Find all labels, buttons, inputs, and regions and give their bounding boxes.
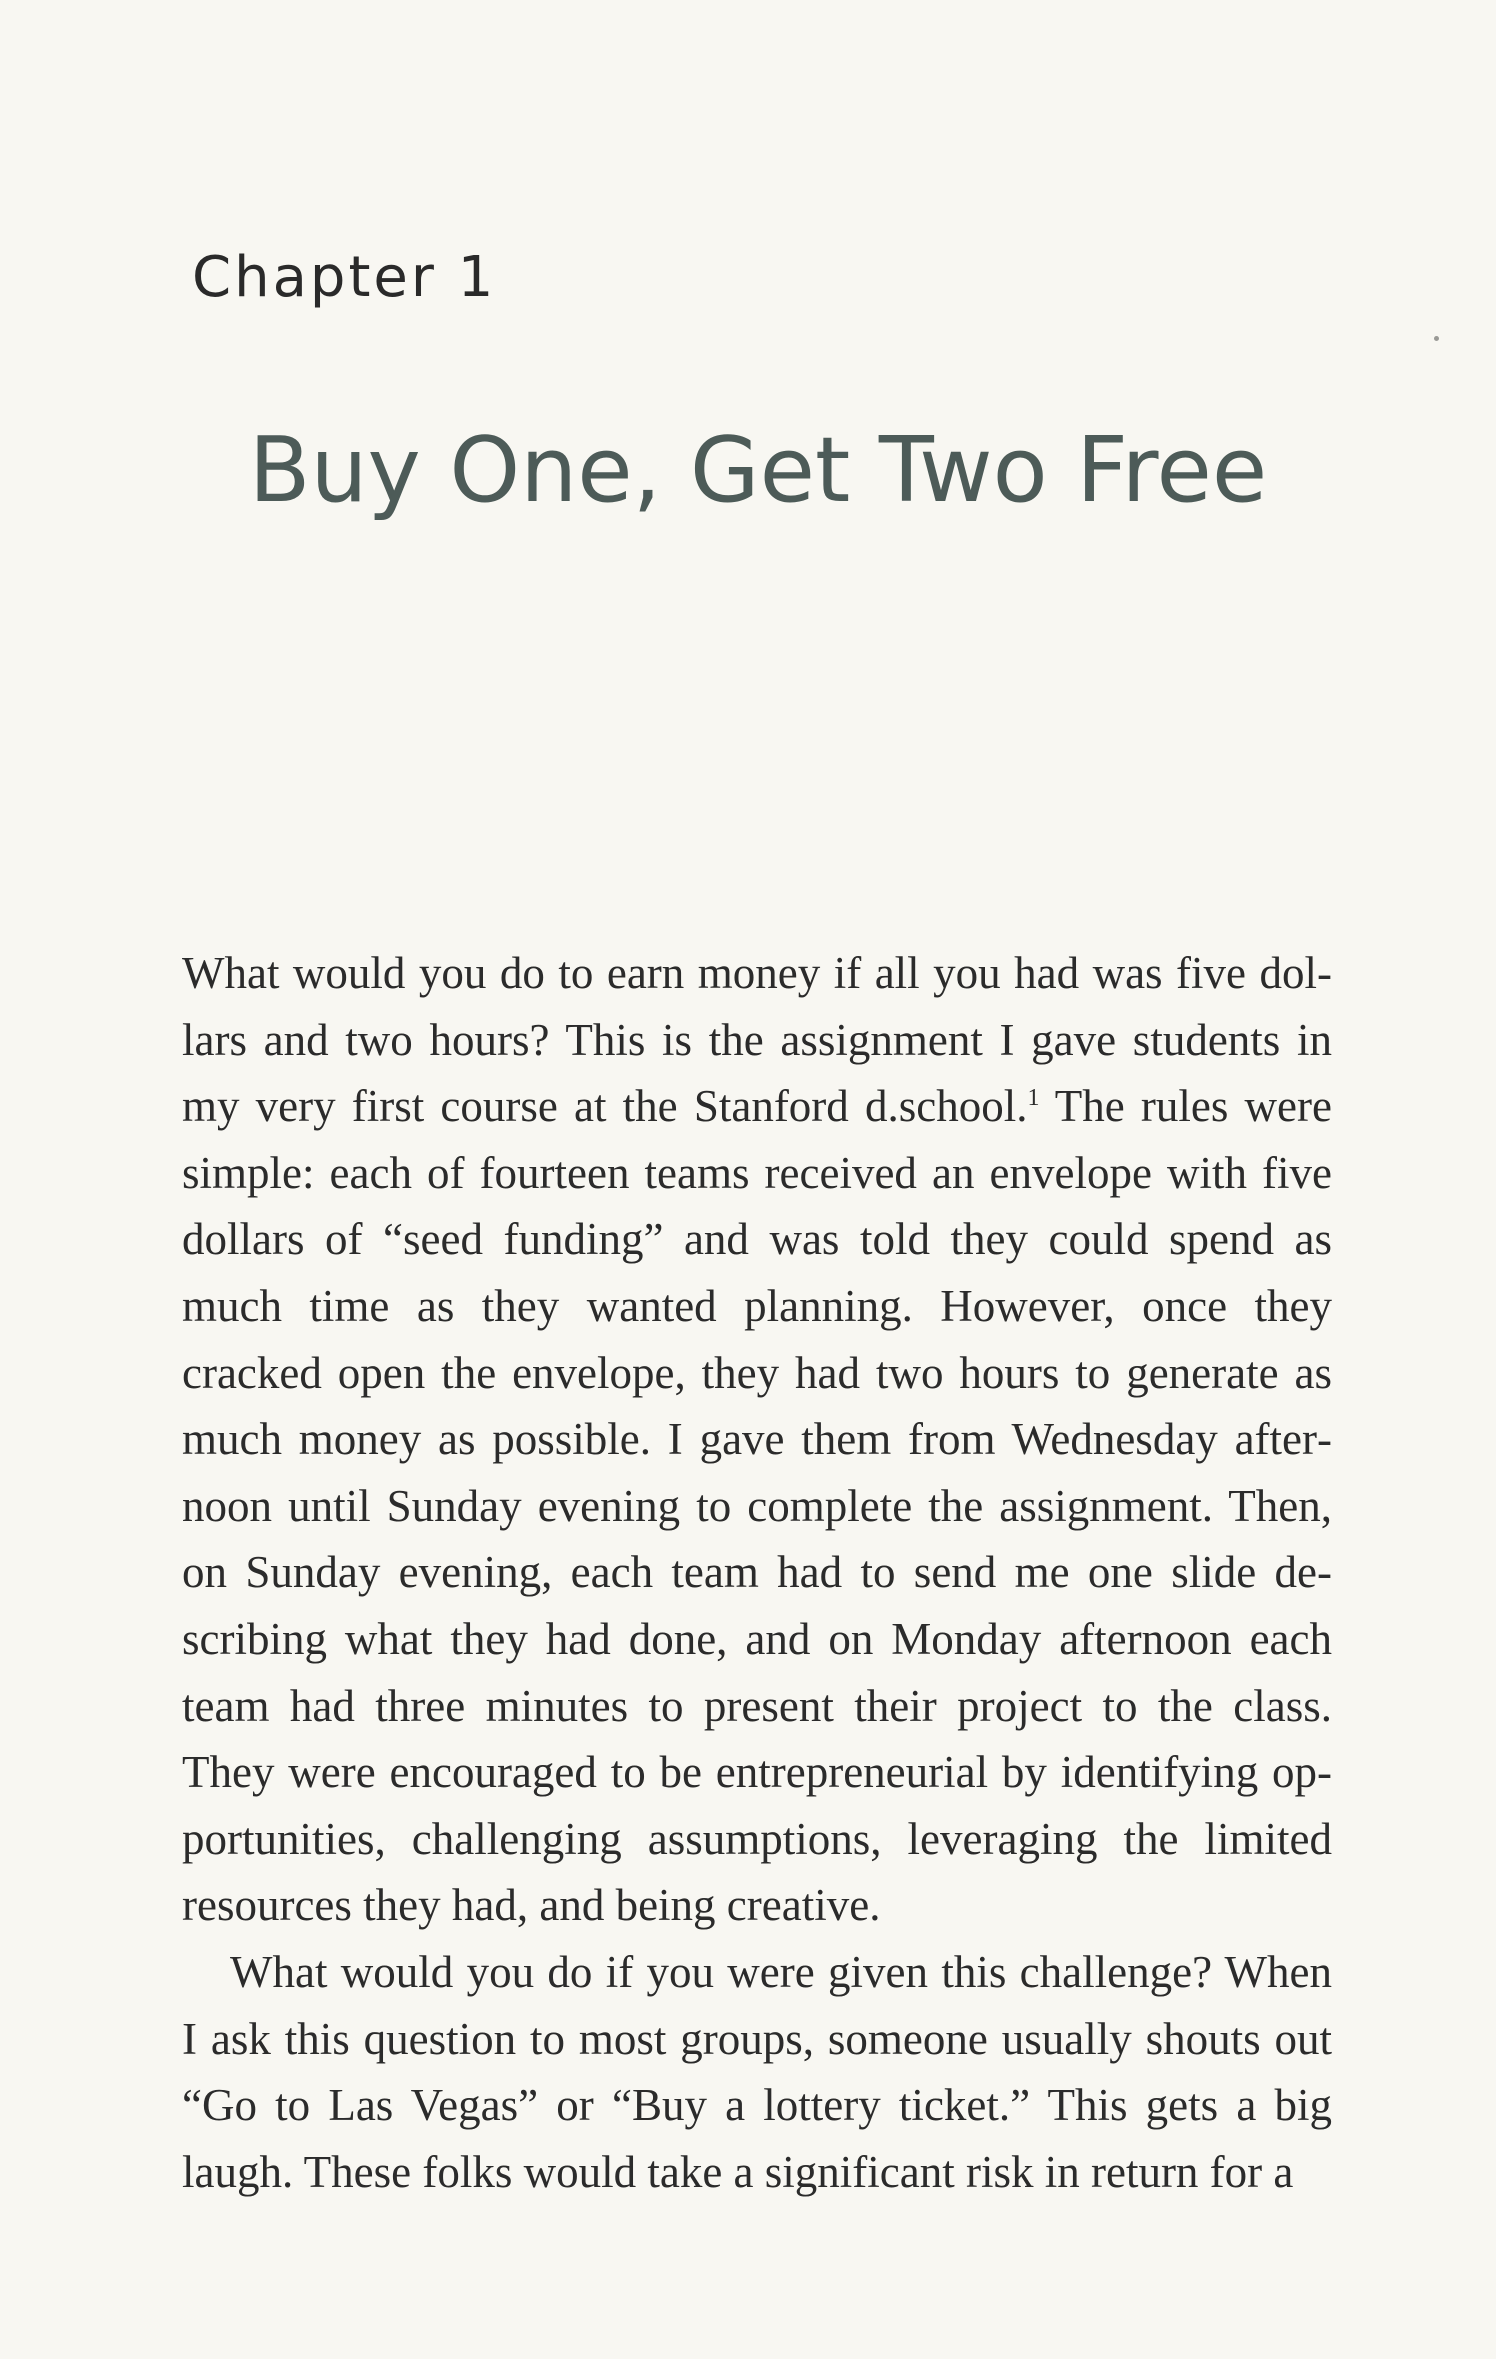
paragraph-1-text-b: The rules were simple: each of fourteen teams received an envelope with five dollars of “seed funding” and was told they could spend as much time as they wanted planning. However, once they cracked open the envelope, they had two hours to generate as much money as possible. I gave them from Wednesday afternoon until Sunday evening to complete the assignment. Then, on Sunday evening, each team had to send me one slide describing what they had done, and on Monday afternoon each team had three minutes to present their project to the class. They were encouraged to be entrepreneurial by identifying opportunities, challenging assumptions, leveraging the limited resources they had, and being creative. [182,1081,1332,1931]
footnote-marker: 1 [1027,1085,1040,1112]
chapter-label: Chapter 1 [192,245,497,310]
paragraph-1 [182,940,1332,1939]
page-speck [1434,336,1439,341]
paragraph-2: What would you do if you were given this challenge? When I ask this question to most groups, someone usually shouts out “Go to Las Vegas” or “Buy a lottery ticket.” This gets a big laugh. These folks would take a significant risk in return for a [182,1946,1332,2197]
chapter-title: Buy One, Get Two Free [248,418,1268,523]
chapter-body [182,940,1332,2205]
paragraph-1-text-a: What would you do to earn money if all you had was five dollars and two hours? This is the assignment I gave students in my very first course at the Stanford d.school. [182,948,1332,1132]
